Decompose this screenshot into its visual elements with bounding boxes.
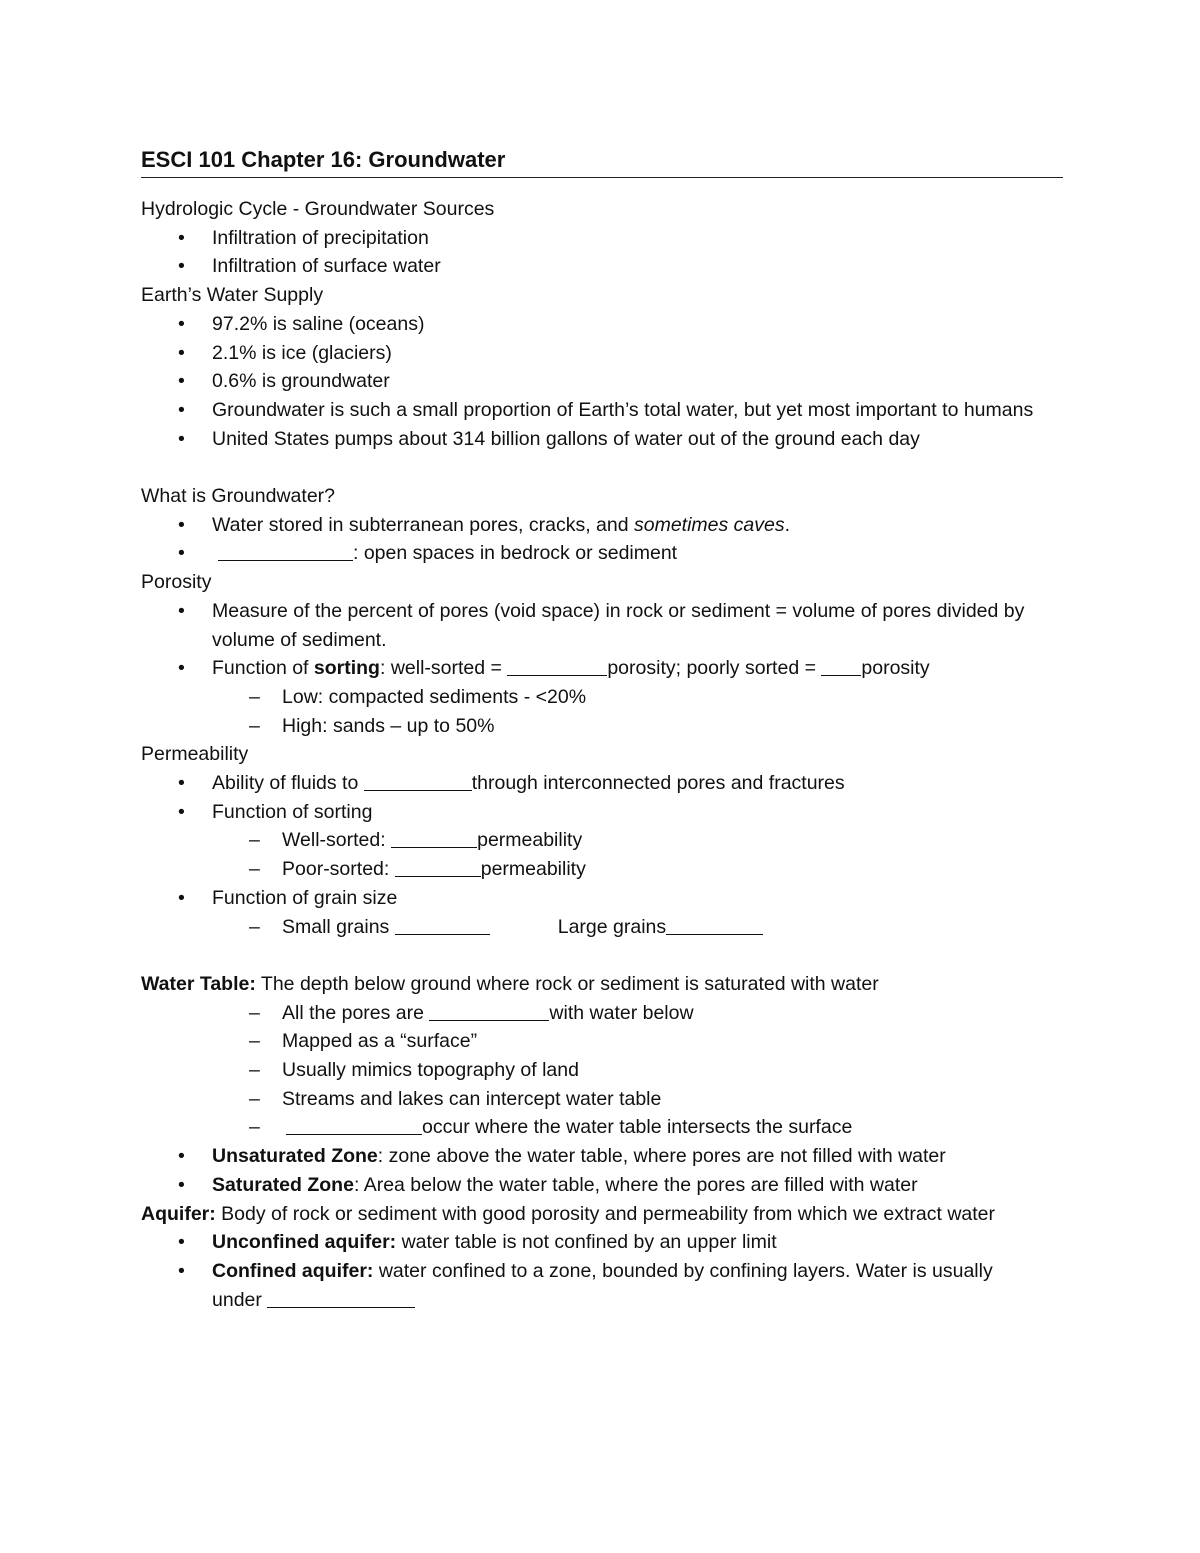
list-item: • Groundwater is such a small proportion of Earth’s total water, but yet most important to humans (141, 396, 1034, 425)
list-item: • Function of grain size (141, 884, 1063, 913)
dash-marker: – (249, 829, 260, 852)
bullet-marker: • (178, 513, 185, 536)
document-page (141, 146, 1063, 1314)
list-item: • 2.1% is ice (glaciers) (141, 339, 1063, 368)
bullet-marker: • (178, 1173, 185, 1196)
bullet-marker: • (178, 657, 185, 680)
list-item: • Ability of fluids to through interconnected pores and fractures (141, 769, 1063, 798)
fill-in-blank[interactable] (391, 830, 477, 848)
list-item: – Streams and lakes can intercept water table (141, 1085, 1063, 1114)
bullet-marker: • (178, 542, 185, 565)
fill-in-blank[interactable] (429, 1003, 549, 1021)
list-item: • Infiltration of surface water (141, 252, 1063, 281)
bullet-marker: • (178, 341, 185, 364)
list-item: • Measure of the percent of pores (void space) in rock or sediment = volume of pores divided by volume of sediment. (141, 597, 1063, 654)
list-item: • 97.2% is saline (oceans) (141, 310, 1063, 339)
section-heading-water-table: Water Table: The depth below ground where rock or sediment is saturated with water (141, 972, 879, 995)
fill-in-blank[interactable] (218, 543, 353, 561)
bullet-marker: • (178, 800, 185, 823)
bullet-marker: • (178, 599, 185, 622)
bullet-marker: • (178, 312, 185, 335)
section-heading-water-supply: Earth’s Water Supply (141, 284, 324, 307)
bullet-marker: • (178, 226, 185, 249)
bullet-marker: • (178, 398, 185, 421)
fill-in-blank[interactable] (666, 917, 763, 935)
fill-in-blank[interactable] (364, 773, 472, 791)
section-heading-aquifer: Aquifer: Body of rock or sediment with good porosity and permeability from which we extract water (141, 1202, 996, 1225)
list-item: – Small grains Large grains (141, 913, 1063, 942)
list-item: • Infiltration of precipitation (141, 224, 1063, 253)
dash-marker: – (249, 1087, 260, 1110)
fill-in-blank[interactable] (267, 1290, 415, 1308)
spacer (141, 941, 1063, 970)
fill-in-blank[interactable] (395, 859, 481, 877)
section-heading-porosity: Porosity (141, 571, 212, 594)
bullet-marker: • (178, 886, 185, 909)
spacer (141, 453, 1063, 482)
list-item: – Poor-sorted: permeability (141, 855, 1063, 884)
list-item: – occur where the water table intersects the surface (141, 1113, 1063, 1142)
bullet-marker: • (178, 427, 185, 450)
list-item: • Unsaturated Zone: zone above the water table, where pores are not filled with water (141, 1142, 1063, 1171)
list-item: • : open spaces in bedrock or sediment (141, 539, 1063, 568)
dash-marker: – (249, 714, 260, 737)
list-item: • Function of sorting (141, 798, 1063, 827)
bullet-marker: • (178, 772, 185, 795)
dash-marker: – (249, 1030, 260, 1053)
list-item: • United States pumps about 314 billion gallons of water out of the ground each day (141, 425, 1063, 454)
list-item: • Function of sorting: well-sorted = porosity; poorly sorted = porosity (141, 654, 1063, 683)
list-item: – Low: compacted sediments - <20% (141, 683, 1063, 712)
fill-in-blank[interactable] (395, 917, 490, 935)
list-item: – Mapped as a “surface” (141, 1027, 1063, 1056)
dash-marker: – (249, 685, 260, 708)
list-item: • Unconfined aquifer: water table is not confined by an upper limit (141, 1228, 1063, 1257)
dash-marker: – (249, 1001, 260, 1024)
section-heading-permeability: Permeability (141, 743, 249, 766)
section-heading-hydrologic-cycle: Hydrologic Cycle - Groundwater Sources (141, 198, 495, 220)
section-heading-what-is-groundwater: What is Groundwater? (141, 485, 336, 508)
fill-in-blank[interactable] (286, 1117, 422, 1135)
bullet-marker: • (178, 1145, 185, 1168)
dash-marker: – (249, 1116, 260, 1139)
list-item: • Confined aquifer: water confined to a zone, bounded by confining layers. Water is usually under (141, 1257, 1034, 1314)
fill-in-blank[interactable] (507, 658, 607, 676)
page-title: ESCI 101 Chapter 16: Groundwater (141, 146, 1063, 178)
dash-marker: – (249, 858, 260, 881)
list-item: – Usually mimics topography of land (141, 1056, 1063, 1085)
list-item: – All the pores are with water below (141, 999, 1063, 1028)
dash-marker: – (249, 915, 260, 938)
list-item: • 0.6% is groundwater (141, 367, 1063, 396)
fill-in-blank[interactable] (821, 658, 861, 676)
bullet-marker: • (178, 1259, 185, 1282)
bullet-marker: • (178, 370, 185, 393)
dash-marker: – (249, 1059, 260, 1082)
list-item: – High: sands – up to 50% (141, 712, 1063, 741)
list-item: – Well-sorted: permeability (141, 826, 1063, 855)
bullet-marker: • (178, 255, 185, 278)
list-item: • Saturated Zone: Area below the water table, where the pores are filled with water (141, 1171, 1063, 1200)
bullet-marker: • (178, 1231, 185, 1254)
list-item: • Water stored in subterranean pores, cracks, and sometimes caves. (141, 511, 1063, 540)
